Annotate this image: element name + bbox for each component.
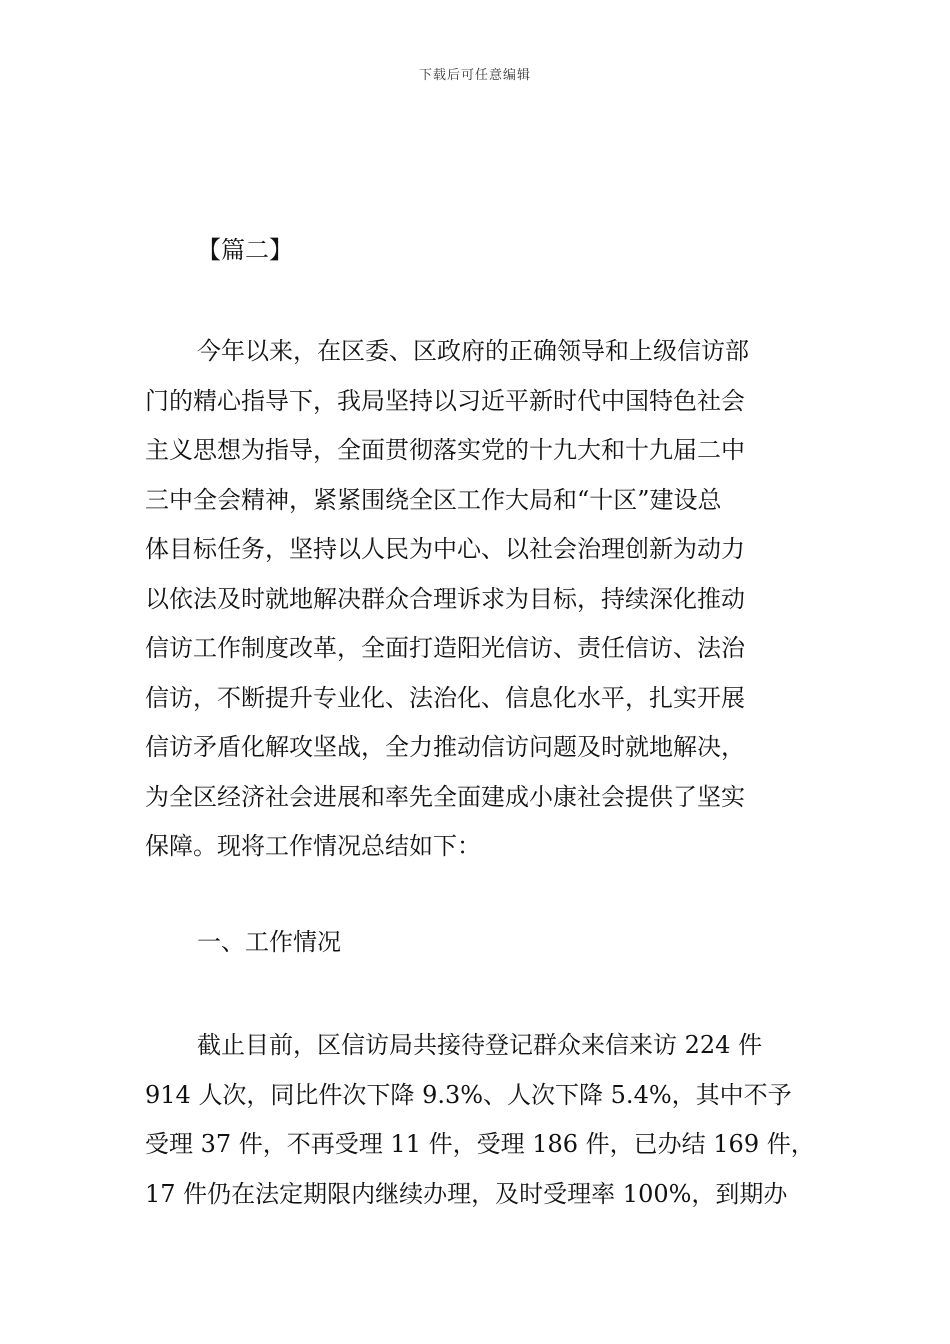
paragraph-line: 信访矛盾化解攻坚战，全力推动信访问题及时就地解决， [145,733,745,761]
paragraph-line: 三中全会精神，紧紧围绕全区工作大局和“十区”建设总 [145,485,722,514]
paragraph-line: 门的精心指导下，我局坚持以习近平新时代中国特色社会 [145,386,745,415]
paragraph-line: 体目标任务，坚持以人民为中心、以社会治理创新为动力 [145,535,745,563]
paragraph-line: 保障。现将工作情况总结如下： [145,832,481,860]
stats-paragraph [145,1021,845,1219]
paragraph-line: 信访，不断提升专业化、法治化、信息化水平，扎实开展 [145,683,745,712]
header-note: 下载后可任意编辑 [418,68,531,83]
paragraph-line: 信访工作制度改革，全面打造阳光信访、责任信访、法治 [145,634,745,662]
paragraph-line: 截止目前，区信访局共接待登记群众来信来访 224 件 [197,1031,763,1059]
paragraph-line: 主义思想为指导，全面贯彻落实党的十九大和十九届二中 [145,436,745,464]
paragraph-line: 以依法及时就地解决群众合理诉求为目标，持续深化推动 [145,584,745,613]
intro-paragraph [145,327,845,872]
paragraph-line: 17 件仍在法定期限内继续办理，及时受理率 100%，到期办 [145,1179,788,1208]
paragraph-line: 914 人次，同比件次下降 9.3%、人次下降 5.4%，其中不予 [145,1080,792,1109]
subheading-work-status: 一、工作情况 [197,928,341,956]
paragraph-line: 今年以来，在区委、区政府的正确领导和上级信访部 [197,337,749,365]
paragraph-line: 为全区经济社会进展和率先全面建成小康社会提供了坚实 [145,782,745,811]
paragraph-line: 受理 37 件，不再受理 11 件，受理 186 件，已办结 169 件， [145,1130,815,1158]
section-heading: 【篇二】 [197,236,293,264]
